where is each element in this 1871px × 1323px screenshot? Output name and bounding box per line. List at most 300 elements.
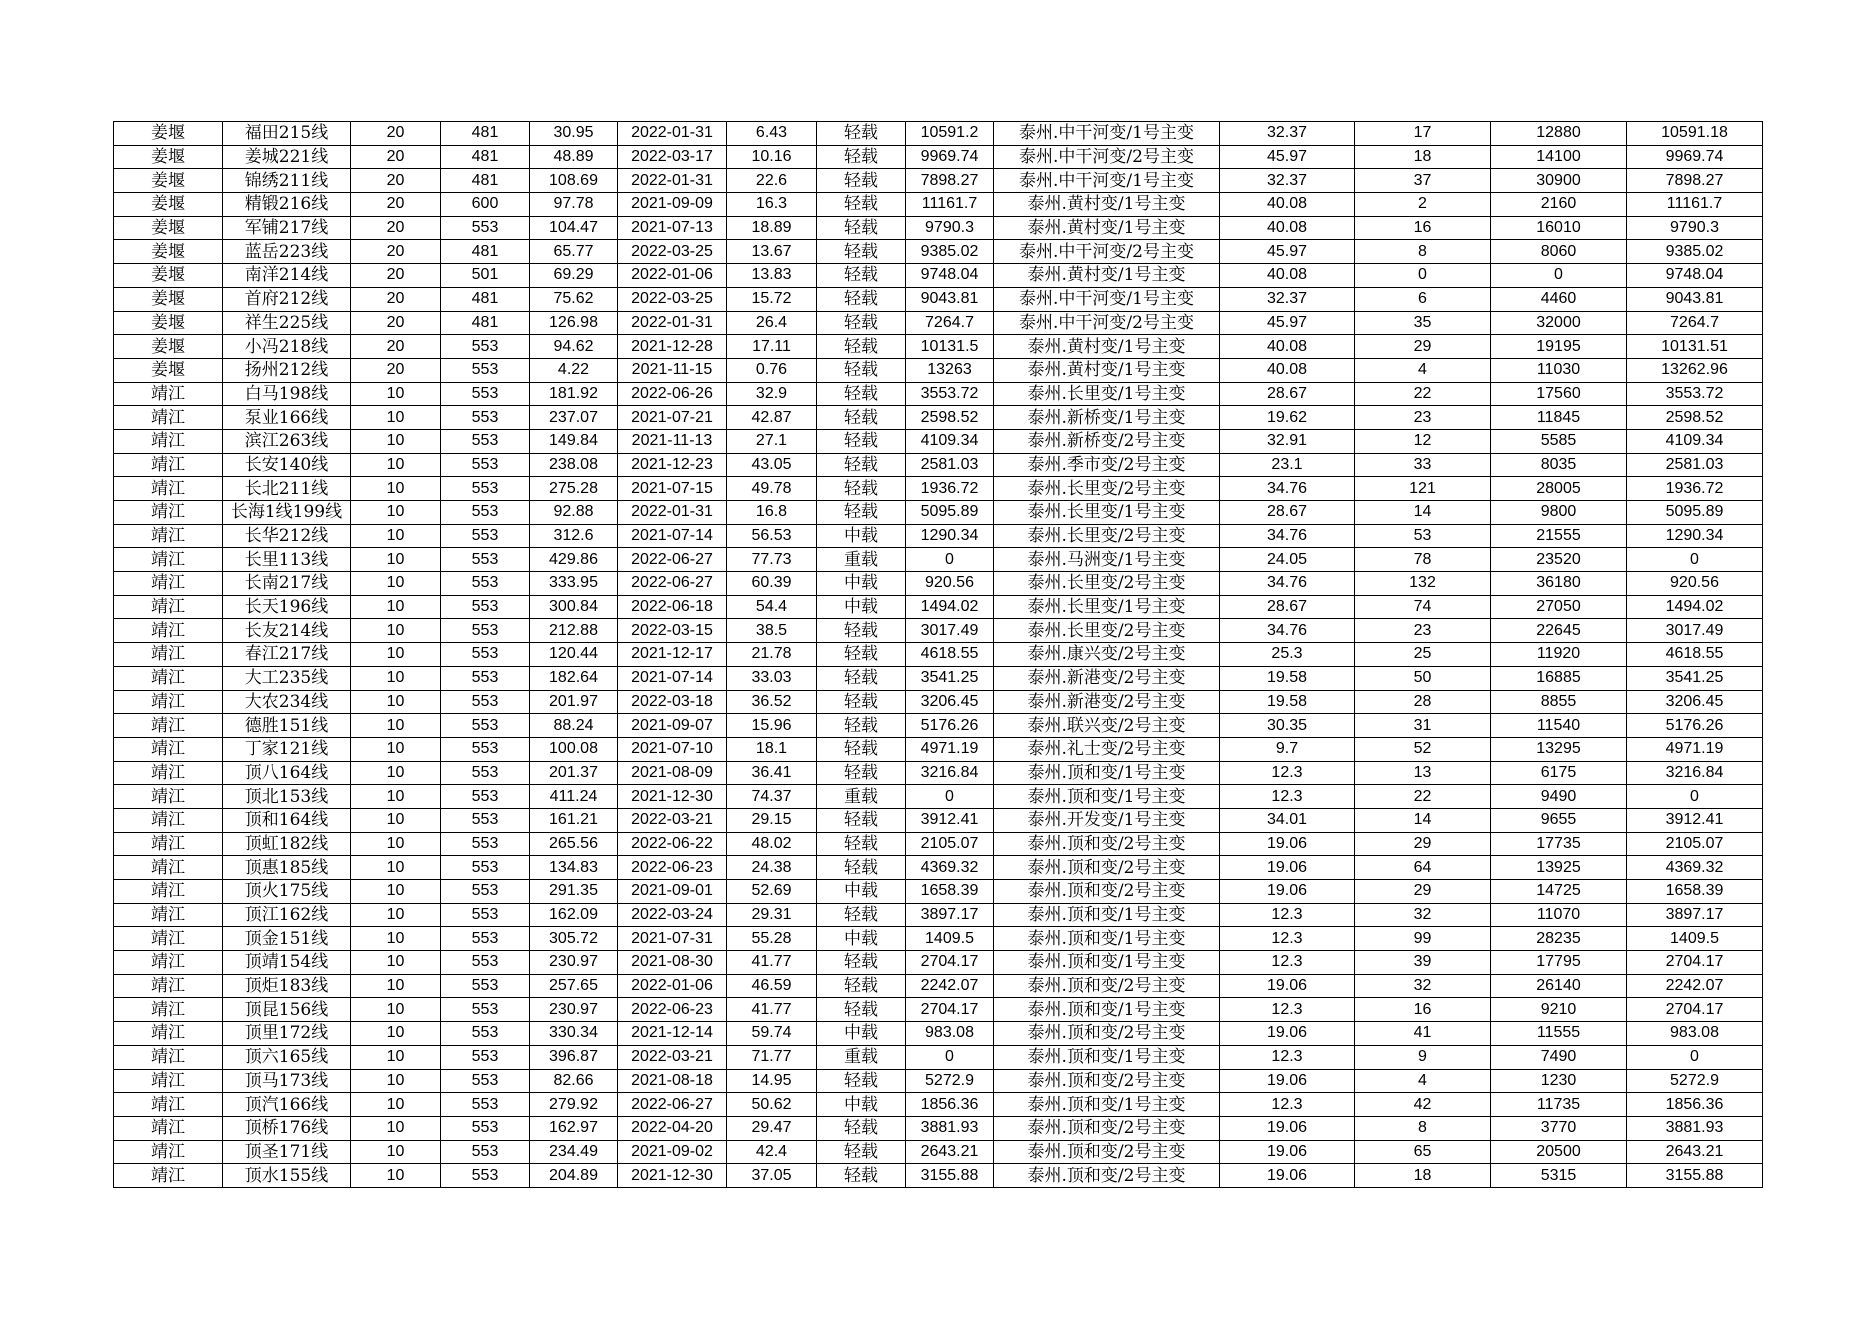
line-name-cell: 顶马173线 — [223, 1069, 351, 1093]
voltage-cell: 10 — [351, 951, 441, 975]
margin-cell: 1856.36 — [906, 1093, 994, 1117]
date-cell: 2022-01-06 — [618, 974, 727, 998]
load-rate-cell: 13.67 — [727, 240, 817, 264]
table-row — [114, 1164, 1763, 1188]
available-capacity-cell: 1658.39 — [1627, 880, 1763, 904]
user-count-cell: 29 — [1355, 880, 1491, 904]
voltage-cell: 20 — [351, 145, 441, 169]
load-value-cell: 181.92 — [530, 382, 618, 406]
voltage-cell: 20 — [351, 122, 441, 146]
line-name-cell: 顶昆156线 — [223, 998, 351, 1022]
transformer-rate-cell: 45.97 — [1220, 240, 1355, 264]
transformer-cell: 泰州.新桥变/2号主变 — [994, 429, 1220, 453]
available-capacity-cell: 1494.02 — [1627, 595, 1763, 619]
transformer-cell: 泰州.黄村变/1号主变 — [994, 335, 1220, 359]
load-value-cell: 234.49 — [530, 1140, 618, 1164]
date-cell: 2021-09-09 — [618, 193, 727, 217]
transformer-cell: 泰州.联兴变/2号主变 — [994, 714, 1220, 738]
load-status-cell: 轻载 — [817, 287, 906, 311]
district-cell: 姜堰 — [114, 145, 223, 169]
voltage-cell: 10 — [351, 808, 441, 832]
date-cell: 2022-03-18 — [618, 690, 727, 714]
load-rate-cell: 59.74 — [727, 1022, 817, 1046]
line-name-cell: 顶火175线 — [223, 880, 351, 904]
date-cell: 2021-08-18 — [618, 1069, 727, 1093]
load-value-cell: 97.78 — [530, 193, 618, 217]
capacity-cell: 2160 — [1491, 193, 1627, 217]
date-cell: 2022-03-25 — [618, 287, 727, 311]
rated-capacity-cell: 481 — [441, 122, 530, 146]
capacity-cell: 17560 — [1491, 382, 1627, 406]
table-row — [114, 619, 1763, 643]
district-cell: 姜堰 — [114, 358, 223, 382]
load-rate-cell: 41.77 — [727, 951, 817, 975]
load-status-cell: 轻载 — [817, 311, 906, 335]
date-cell: 2021-12-23 — [618, 453, 727, 477]
capacity-cell: 8855 — [1491, 690, 1627, 714]
load-value-cell: 162.97 — [530, 1116, 618, 1140]
available-capacity-cell: 2643.21 — [1627, 1140, 1763, 1164]
line-name-cell: 顶汽166线 — [223, 1093, 351, 1117]
voltage-cell: 10 — [351, 548, 441, 572]
capacity-cell: 9800 — [1491, 501, 1627, 525]
transformer-cell: 泰州.顶和变/1号主变 — [994, 1045, 1220, 1069]
rated-capacity-cell: 553 — [441, 643, 530, 667]
voltage-cell: 10 — [351, 1116, 441, 1140]
date-cell: 2022-03-24 — [618, 903, 727, 927]
capacity-cell: 16885 — [1491, 666, 1627, 690]
load-rate-cell: 42.87 — [727, 406, 817, 430]
load-rate-cell: 16.3 — [727, 193, 817, 217]
available-capacity-cell: 10591.18 — [1627, 122, 1763, 146]
load-value-cell: 182.64 — [530, 666, 618, 690]
table-row — [114, 974, 1763, 998]
margin-cell: 9790.3 — [906, 216, 994, 240]
available-capacity-cell: 10131.51 — [1627, 335, 1763, 359]
transformer-cell: 泰州.顶和变/2号主变 — [994, 856, 1220, 880]
rated-capacity-cell: 553 — [441, 1069, 530, 1093]
margin-cell: 3206.45 — [906, 690, 994, 714]
load-status-cell: 轻载 — [817, 951, 906, 975]
transformer-cell: 泰州.顶和变/2号主变 — [994, 1140, 1220, 1164]
transformer-rate-cell: 12.3 — [1220, 1093, 1355, 1117]
transformer-cell: 泰州.顶和变/2号主变 — [994, 974, 1220, 998]
rated-capacity-cell: 481 — [441, 145, 530, 169]
district-cell: 靖江 — [114, 737, 223, 761]
transformer-cell: 泰州.中干河变/1号主变 — [994, 122, 1220, 146]
load-rate-cell: 0.76 — [727, 358, 817, 382]
table-row — [114, 761, 1763, 785]
user-count-cell: 16 — [1355, 216, 1491, 240]
load-rate-cell: 36.41 — [727, 761, 817, 785]
capacity-cell: 28235 — [1491, 927, 1627, 951]
margin-cell: 0 — [906, 1045, 994, 1069]
transformer-rate-cell: 40.08 — [1220, 335, 1355, 359]
transformer-rate-cell: 45.97 — [1220, 311, 1355, 335]
load-rate-cell: 48.02 — [727, 832, 817, 856]
capacity-cell: 8060 — [1491, 240, 1627, 264]
capacity-cell: 14725 — [1491, 880, 1627, 904]
line-name-cell: 滨江263线 — [223, 429, 351, 453]
line-name-cell: 长华212线 — [223, 524, 351, 548]
voltage-cell: 10 — [351, 1069, 441, 1093]
load-rate-cell: 6.43 — [727, 122, 817, 146]
transformer-cell: 泰州.长里变/1号主变 — [994, 595, 1220, 619]
available-capacity-cell: 4618.55 — [1627, 643, 1763, 667]
user-count-cell: 9 — [1355, 1045, 1491, 1069]
voltage-cell: 20 — [351, 240, 441, 264]
load-value-cell: 48.89 — [530, 145, 618, 169]
capacity-cell: 11735 — [1491, 1093, 1627, 1117]
transformer-cell: 泰州.长里变/2号主变 — [994, 477, 1220, 501]
rated-capacity-cell: 553 — [441, 1116, 530, 1140]
line-name-cell: 扬州212线 — [223, 358, 351, 382]
available-capacity-cell: 11161.7 — [1627, 193, 1763, 217]
margin-cell: 11161.7 — [906, 193, 994, 217]
user-count-cell: 18 — [1355, 1164, 1491, 1188]
table-row — [114, 785, 1763, 809]
transformer-cell: 泰州.新港变/2号主变 — [994, 666, 1220, 690]
load-rate-cell: 16.8 — [727, 501, 817, 525]
load-value-cell: 237.07 — [530, 406, 618, 430]
transformer-rate-cell: 24.05 — [1220, 548, 1355, 572]
table-row — [114, 666, 1763, 690]
rated-capacity-cell: 553 — [441, 358, 530, 382]
district-cell: 姜堰 — [114, 287, 223, 311]
line-name-cell: 长海1线199线 — [223, 501, 351, 525]
transformer-cell: 泰州.长里变/2号主变 — [994, 524, 1220, 548]
line-name-cell: 顶北153线 — [223, 785, 351, 809]
district-cell: 靖江 — [114, 406, 223, 430]
rated-capacity-cell: 553 — [441, 808, 530, 832]
transformer-cell: 泰州.黄村变/1号主变 — [994, 264, 1220, 288]
user-count-cell: 31 — [1355, 714, 1491, 738]
available-capacity-cell: 3216.84 — [1627, 761, 1763, 785]
margin-cell: 2704.17 — [906, 951, 994, 975]
transformer-rate-cell: 19.06 — [1220, 1116, 1355, 1140]
transformer-rate-cell: 12.3 — [1220, 785, 1355, 809]
transformer-rate-cell: 32.91 — [1220, 429, 1355, 453]
margin-cell: 9748.04 — [906, 264, 994, 288]
capacity-cell: 9655 — [1491, 808, 1627, 832]
load-value-cell: 30.95 — [530, 122, 618, 146]
available-capacity-cell: 9748.04 — [1627, 264, 1763, 288]
district-cell: 靖江 — [114, 832, 223, 856]
margin-cell: 9043.81 — [906, 287, 994, 311]
voltage-cell: 10 — [351, 619, 441, 643]
load-rate-cell: 13.83 — [727, 264, 817, 288]
load-status-cell: 中载 — [817, 1022, 906, 1046]
margin-cell: 3017.49 — [906, 619, 994, 643]
date-cell: 2022-03-21 — [618, 808, 727, 832]
line-name-cell: 顶里172线 — [223, 1022, 351, 1046]
margin-cell: 5176.26 — [906, 714, 994, 738]
transformer-rate-cell: 28.67 — [1220, 382, 1355, 406]
table-row — [114, 903, 1763, 927]
load-rate-cell: 14.95 — [727, 1069, 817, 1093]
load-rate-cell: 22.6 — [727, 169, 817, 193]
available-capacity-cell: 4109.34 — [1627, 429, 1763, 453]
voltage-cell: 10 — [351, 690, 441, 714]
load-value-cell: 312.6 — [530, 524, 618, 548]
load-rate-cell: 26.4 — [727, 311, 817, 335]
voltage-cell: 20 — [351, 287, 441, 311]
table-row — [114, 335, 1763, 359]
margin-cell: 9385.02 — [906, 240, 994, 264]
user-count-cell: 132 — [1355, 572, 1491, 596]
rated-capacity-cell: 481 — [441, 169, 530, 193]
margin-cell: 4971.19 — [906, 737, 994, 761]
district-cell: 靖江 — [114, 785, 223, 809]
capacity-cell: 28005 — [1491, 477, 1627, 501]
load-value-cell: 100.08 — [530, 737, 618, 761]
date-cell: 2022-06-27 — [618, 548, 727, 572]
load-rate-cell: 27.1 — [727, 429, 817, 453]
load-status-cell: 中载 — [817, 880, 906, 904]
rated-capacity-cell: 553 — [441, 1164, 530, 1188]
transformer-cell: 泰州.中干河变/1号主变 — [994, 287, 1220, 311]
table-row — [114, 311, 1763, 335]
load-value-cell: 162.09 — [530, 903, 618, 927]
margin-cell: 2704.17 — [906, 998, 994, 1022]
transformer-rate-cell: 32.37 — [1220, 169, 1355, 193]
user-count-cell: 33 — [1355, 453, 1491, 477]
voltage-cell: 10 — [351, 903, 441, 927]
transformer-cell: 泰州.黄村变/1号主变 — [994, 193, 1220, 217]
load-rate-cell: 21.78 — [727, 643, 817, 667]
voltage-cell: 10 — [351, 1022, 441, 1046]
load-value-cell: 92.88 — [530, 501, 618, 525]
margin-cell: 2581.03 — [906, 453, 994, 477]
load-status-cell: 轻载 — [817, 737, 906, 761]
load-value-cell: 275.28 — [530, 477, 618, 501]
voltage-cell: 20 — [351, 335, 441, 359]
table-row — [114, 737, 1763, 761]
user-count-cell: 6 — [1355, 287, 1491, 311]
date-cell: 2021-07-10 — [618, 737, 727, 761]
date-cell: 2022-01-31 — [618, 501, 727, 525]
transformer-cell: 泰州.马洲变/1号主变 — [994, 548, 1220, 572]
rated-capacity-cell: 553 — [441, 382, 530, 406]
transformer-cell: 泰州.康兴变/2号主变 — [994, 643, 1220, 667]
voltage-cell: 20 — [351, 264, 441, 288]
line-name-cell: 大农234线 — [223, 690, 351, 714]
date-cell: 2022-01-31 — [618, 122, 727, 146]
voltage-cell: 20 — [351, 193, 441, 217]
transformer-rate-cell: 34.76 — [1220, 572, 1355, 596]
line-name-cell: 精锻216线 — [223, 193, 351, 217]
voltage-cell: 20 — [351, 169, 441, 193]
line-name-cell: 顶金151线 — [223, 927, 351, 951]
available-capacity-cell: 5176.26 — [1627, 714, 1763, 738]
voltage-cell: 10 — [351, 406, 441, 430]
load-status-cell: 轻载 — [817, 619, 906, 643]
load-value-cell: 305.72 — [530, 927, 618, 951]
table-row — [114, 287, 1763, 311]
line-name-cell: 军铺217线 — [223, 216, 351, 240]
available-capacity-cell: 9043.81 — [1627, 287, 1763, 311]
rated-capacity-cell: 553 — [441, 572, 530, 596]
rated-capacity-cell: 553 — [441, 335, 530, 359]
line-name-cell: 顶圣171线 — [223, 1140, 351, 1164]
margin-cell: 3912.41 — [906, 808, 994, 832]
available-capacity-cell: 2598.52 — [1627, 406, 1763, 430]
date-cell: 2022-06-27 — [618, 572, 727, 596]
user-count-cell: 28 — [1355, 690, 1491, 714]
date-cell: 2022-03-21 — [618, 1045, 727, 1069]
rated-capacity-cell: 553 — [441, 548, 530, 572]
margin-cell: 5095.89 — [906, 501, 994, 525]
margin-cell: 7898.27 — [906, 169, 994, 193]
user-count-cell: 50 — [1355, 666, 1491, 690]
user-count-cell: 32 — [1355, 903, 1491, 927]
user-count-cell: 17 — [1355, 122, 1491, 146]
district-cell: 靖江 — [114, 524, 223, 548]
load-value-cell: 300.84 — [530, 595, 618, 619]
transformer-cell: 泰州.顶和变/1号主变 — [994, 785, 1220, 809]
line-name-cell: 长北211线 — [223, 477, 351, 501]
rated-capacity-cell: 553 — [441, 524, 530, 548]
available-capacity-cell: 5272.9 — [1627, 1069, 1763, 1093]
line-name-cell: 白马198线 — [223, 382, 351, 406]
capacity-cell: 14100 — [1491, 145, 1627, 169]
line-name-cell: 姜城221线 — [223, 145, 351, 169]
capacity-cell: 13295 — [1491, 737, 1627, 761]
rated-capacity-cell: 553 — [441, 856, 530, 880]
user-count-cell: 121 — [1355, 477, 1491, 501]
available-capacity-cell: 9790.3 — [1627, 216, 1763, 240]
user-count-cell: 52 — [1355, 737, 1491, 761]
voltage-cell: 10 — [351, 856, 441, 880]
user-count-cell: 2 — [1355, 193, 1491, 217]
capacity-cell: 11540 — [1491, 714, 1627, 738]
voltage-cell: 10 — [351, 974, 441, 998]
district-cell: 靖江 — [114, 1164, 223, 1188]
district-cell: 靖江 — [114, 1022, 223, 1046]
district-cell: 靖江 — [114, 643, 223, 667]
user-count-cell: 23 — [1355, 619, 1491, 643]
load-status-cell: 轻载 — [817, 264, 906, 288]
load-status-cell: 轻载 — [817, 761, 906, 785]
date-cell: 2022-06-23 — [618, 856, 727, 880]
load-value-cell: 238.08 — [530, 453, 618, 477]
voltage-cell: 10 — [351, 761, 441, 785]
district-cell: 靖江 — [114, 880, 223, 904]
load-rate-cell: 46.59 — [727, 974, 817, 998]
district-cell: 靖江 — [114, 666, 223, 690]
load-value-cell: 265.56 — [530, 832, 618, 856]
voltage-cell: 10 — [351, 998, 441, 1022]
transformer-rate-cell: 34.76 — [1220, 524, 1355, 548]
transformer-rate-cell: 19.62 — [1220, 406, 1355, 430]
transformer-cell: 泰州.顶和变/1号主变 — [994, 951, 1220, 975]
load-value-cell: 279.92 — [530, 1093, 618, 1117]
rated-capacity-cell: 553 — [441, 453, 530, 477]
transformer-rate-cell: 34.76 — [1220, 477, 1355, 501]
load-status-cell: 轻载 — [817, 358, 906, 382]
load-value-cell: 396.87 — [530, 1045, 618, 1069]
district-cell: 靖江 — [114, 1140, 223, 1164]
table-row — [114, 998, 1763, 1022]
load-value-cell: 88.24 — [530, 714, 618, 738]
available-capacity-cell: 0 — [1627, 1045, 1763, 1069]
user-count-cell: 64 — [1355, 856, 1491, 880]
load-status-cell: 轻载 — [817, 1116, 906, 1140]
transformer-cell: 泰州.黄村变/1号主变 — [994, 216, 1220, 240]
available-capacity-cell: 3155.88 — [1627, 1164, 1763, 1188]
rated-capacity-cell: 553 — [441, 1093, 530, 1117]
rated-capacity-cell: 553 — [441, 998, 530, 1022]
capacity-cell: 17795 — [1491, 951, 1627, 975]
user-count-cell: 22 — [1355, 382, 1491, 406]
available-capacity-cell: 2242.07 — [1627, 974, 1763, 998]
available-capacity-cell: 7264.7 — [1627, 311, 1763, 335]
transformer-rate-cell: 12.3 — [1220, 903, 1355, 927]
capacity-cell: 4460 — [1491, 287, 1627, 311]
capacity-cell: 5315 — [1491, 1164, 1627, 1188]
transformer-cell: 泰州.中干河变/1号主变 — [994, 169, 1220, 193]
table-row — [114, 690, 1763, 714]
load-value-cell: 120.44 — [530, 643, 618, 667]
table-row — [114, 595, 1763, 619]
date-cell: 2021-07-15 — [618, 477, 727, 501]
load-status-cell: 轻载 — [817, 145, 906, 169]
rated-capacity-cell: 553 — [441, 832, 530, 856]
load-rate-cell: 38.5 — [727, 619, 817, 643]
capacity-cell: 7490 — [1491, 1045, 1627, 1069]
district-cell: 靖江 — [114, 501, 223, 525]
date-cell: 2022-06-27 — [618, 1093, 727, 1117]
table-row — [114, 358, 1763, 382]
available-capacity-cell: 13262.96 — [1627, 358, 1763, 382]
user-count-cell: 8 — [1355, 240, 1491, 264]
date-cell: 2022-06-22 — [618, 832, 727, 856]
transformer-cell: 泰州.顶和变/2号主变 — [994, 1022, 1220, 1046]
user-count-cell: 42 — [1355, 1093, 1491, 1117]
transformer-rate-cell: 34.76 — [1220, 619, 1355, 643]
load-rate-cell: 56.53 — [727, 524, 817, 548]
transformer-rate-cell: 32.37 — [1220, 287, 1355, 311]
rated-capacity-cell: 553 — [441, 429, 530, 453]
load-status-cell: 重载 — [817, 548, 906, 572]
load-value-cell: 201.37 — [530, 761, 618, 785]
load-status-cell: 轻载 — [817, 501, 906, 525]
capacity-cell: 11030 — [1491, 358, 1627, 382]
margin-cell: 920.56 — [906, 572, 994, 596]
transformer-rate-cell: 28.67 — [1220, 595, 1355, 619]
district-cell: 靖江 — [114, 927, 223, 951]
date-cell: 2021-12-30 — [618, 1164, 727, 1188]
voltage-cell: 10 — [351, 927, 441, 951]
rated-capacity-cell: 600 — [441, 193, 530, 217]
rated-capacity-cell: 553 — [441, 1022, 530, 1046]
date-cell: 2021-08-30 — [618, 951, 727, 975]
date-cell: 2021-12-28 — [618, 335, 727, 359]
transformer-cell: 泰州.顶和变/2号主变 — [994, 1116, 1220, 1140]
table-row — [114, 122, 1763, 146]
voltage-cell: 10 — [351, 785, 441, 809]
voltage-cell: 10 — [351, 572, 441, 596]
margin-cell: 1409.5 — [906, 927, 994, 951]
available-capacity-cell: 7898.27 — [1627, 169, 1763, 193]
line-name-cell: 春江217线 — [223, 643, 351, 667]
margin-cell: 3897.17 — [906, 903, 994, 927]
voltage-cell: 10 — [351, 1164, 441, 1188]
load-value-cell: 411.24 — [530, 785, 618, 809]
load-status-cell: 中载 — [817, 572, 906, 596]
line-name-cell: 顶靖154线 — [223, 951, 351, 975]
load-rate-cell: 43.05 — [727, 453, 817, 477]
